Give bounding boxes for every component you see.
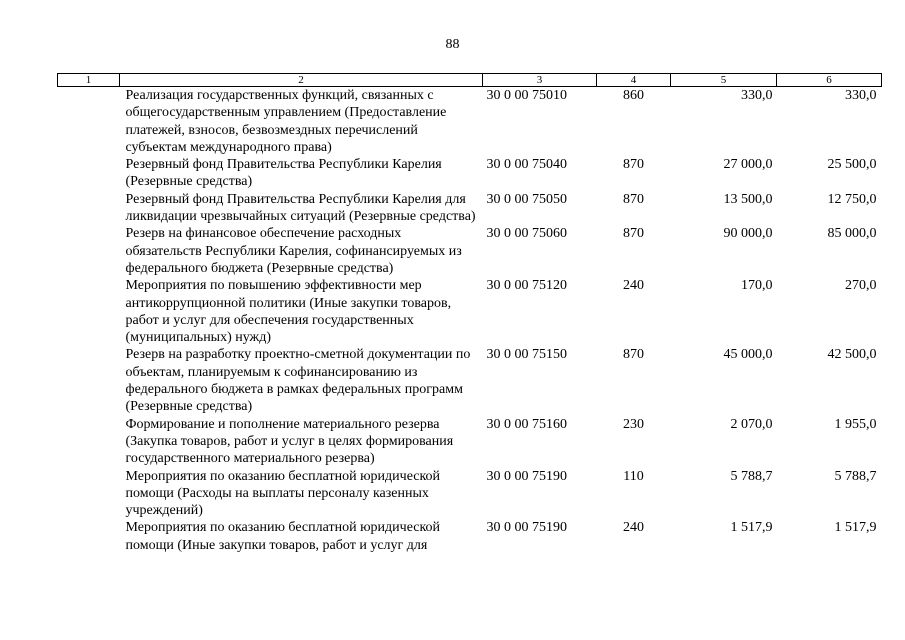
row-code: 30 0 00 75010: [486, 88, 567, 103]
row-value-2: 12 750,0: [827, 191, 877, 207]
row-value-2: 330,0: [845, 88, 877, 103]
row-name: Формирование и пополнение материального резерва (Закупка товаров, работ и услуг в целях формирования государственного материального резерва): [125, 416, 454, 467]
row-value-2: 1 955,0: [834, 416, 877, 432]
row-type: 870: [623, 347, 644, 363]
header-col-2: 2: [120, 74, 483, 87]
row-value-1: 13 500,0: [723, 191, 773, 207]
row-code: 30 0 00 75190: [486, 520, 567, 536]
row-code: 30 0 00 75040: [486, 157, 567, 173]
row-value-1: 2 070,0: [730, 416, 773, 432]
row-type: 870: [623, 226, 644, 242]
table-row: [58, 519, 882, 554]
header-col-5: 5: [671, 74, 777, 87]
header-col-1: 1: [58, 74, 120, 87]
row-col1: [58, 87, 120, 157]
row-name: Мероприятия по оказанию бесплатной юридической помощи (Иные закупки товаров, работ и услуг для: [125, 520, 441, 553]
row-value-2: 42 500,0: [827, 347, 877, 363]
row-col1: [58, 156, 120, 191]
row-code: 30 0 00 75060: [486, 226, 567, 242]
row-col1: [58, 225, 120, 277]
table-row: [58, 277, 882, 346]
table-row: [58, 346, 882, 415]
row-type: 240: [623, 278, 644, 294]
row-value-1: 170,0: [741, 278, 773, 294]
row-type: 230: [623, 416, 644, 432]
row-col1: [58, 277, 120, 346]
budget-table: [57, 73, 882, 554]
page-number: 88: [445, 37, 460, 52]
table-row: [58, 468, 882, 520]
table-row: [58, 156, 882, 191]
table-header: [58, 74, 882, 87]
row-type: 870: [623, 191, 644, 207]
row-type: 110: [623, 468, 644, 484]
row-name: Резервный фонд Правительства Республики Карелия для ликвидации чрезвычайных ситуаций (Резервные средства): [125, 191, 476, 225]
row-value-2: 270,0: [845, 278, 877, 294]
row-value-1: 1 517,9: [730, 520, 773, 536]
row-name: Резерв на разработку проектно-сметной документации по объектам, планируемым к софинансированию из федерального бюджета в рамках федеральных программ (Резервные средства): [125, 347, 471, 415]
row-value-2: 5 788,7: [834, 468, 877, 484]
row-value-2: 85 000,0: [827, 226, 877, 242]
row-col1: [58, 191, 120, 226]
row-value-1: 330,0: [741, 88, 773, 103]
header-col-4: 4: [597, 74, 671, 87]
row-code: 30 0 00 75150: [486, 347, 567, 363]
row-value-2: 25 500,0: [827, 157, 877, 173]
row-col1: [58, 468, 120, 520]
table-row: [58, 87, 882, 157]
table-body: [58, 87, 882, 555]
row-value-1: 5 788,7: [730, 468, 773, 484]
row-code: 30 0 00 75050: [486, 191, 567, 207]
row-value-2: 1 517,9: [834, 520, 877, 536]
row-code: 30 0 00 75160: [486, 416, 567, 432]
row-value-1: 27 000,0: [723, 157, 773, 173]
header-col-3: 3: [483, 74, 597, 87]
row-col1: [58, 519, 120, 554]
table-row: [58, 416, 882, 468]
row-name: Реализация государственных функций, связанных с общегосударственным управлением (Предоставление платежей, взносов, безвозмездных перечислений субъектам международного права): [125, 88, 447, 155]
header-col-6: 6: [777, 74, 882, 87]
table-row: [58, 225, 882, 277]
table-row: [58, 191, 882, 226]
row-type: 240: [623, 520, 644, 536]
row-name: Резервный фонд Правительства Республики Карелия (Резервные средства): [125, 157, 442, 190]
row-col1: [58, 346, 120, 415]
row-name: Мероприятия по повышению эффективности мер антикоррупционной политики (Иные закупки товаров, работ и услуг для обеспечения государственных (муниципальных) нужд): [125, 278, 452, 346]
row-value-1: 90 000,0: [723, 226, 773, 242]
row-code: 30 0 00 75190: [486, 468, 567, 484]
row-name: Мероприятия по оказанию бесплатной юридической помощи (Расходы на выплаты персоналу казенных учреждений): [125, 468, 441, 519]
header-row: [58, 74, 882, 87]
row-type: 870: [623, 157, 644, 173]
row-type: 860: [623, 88, 644, 103]
row-col1: [58, 416, 120, 468]
row-value-1: 45 000,0: [723, 347, 773, 363]
row-code: 30 0 00 75120: [486, 278, 567, 294]
row-name: Резерв на финансовое обеспечение расходных обязательств Республики Карелия, софинансируемых из федерального бюджета (Резервные средства): [125, 226, 462, 276]
